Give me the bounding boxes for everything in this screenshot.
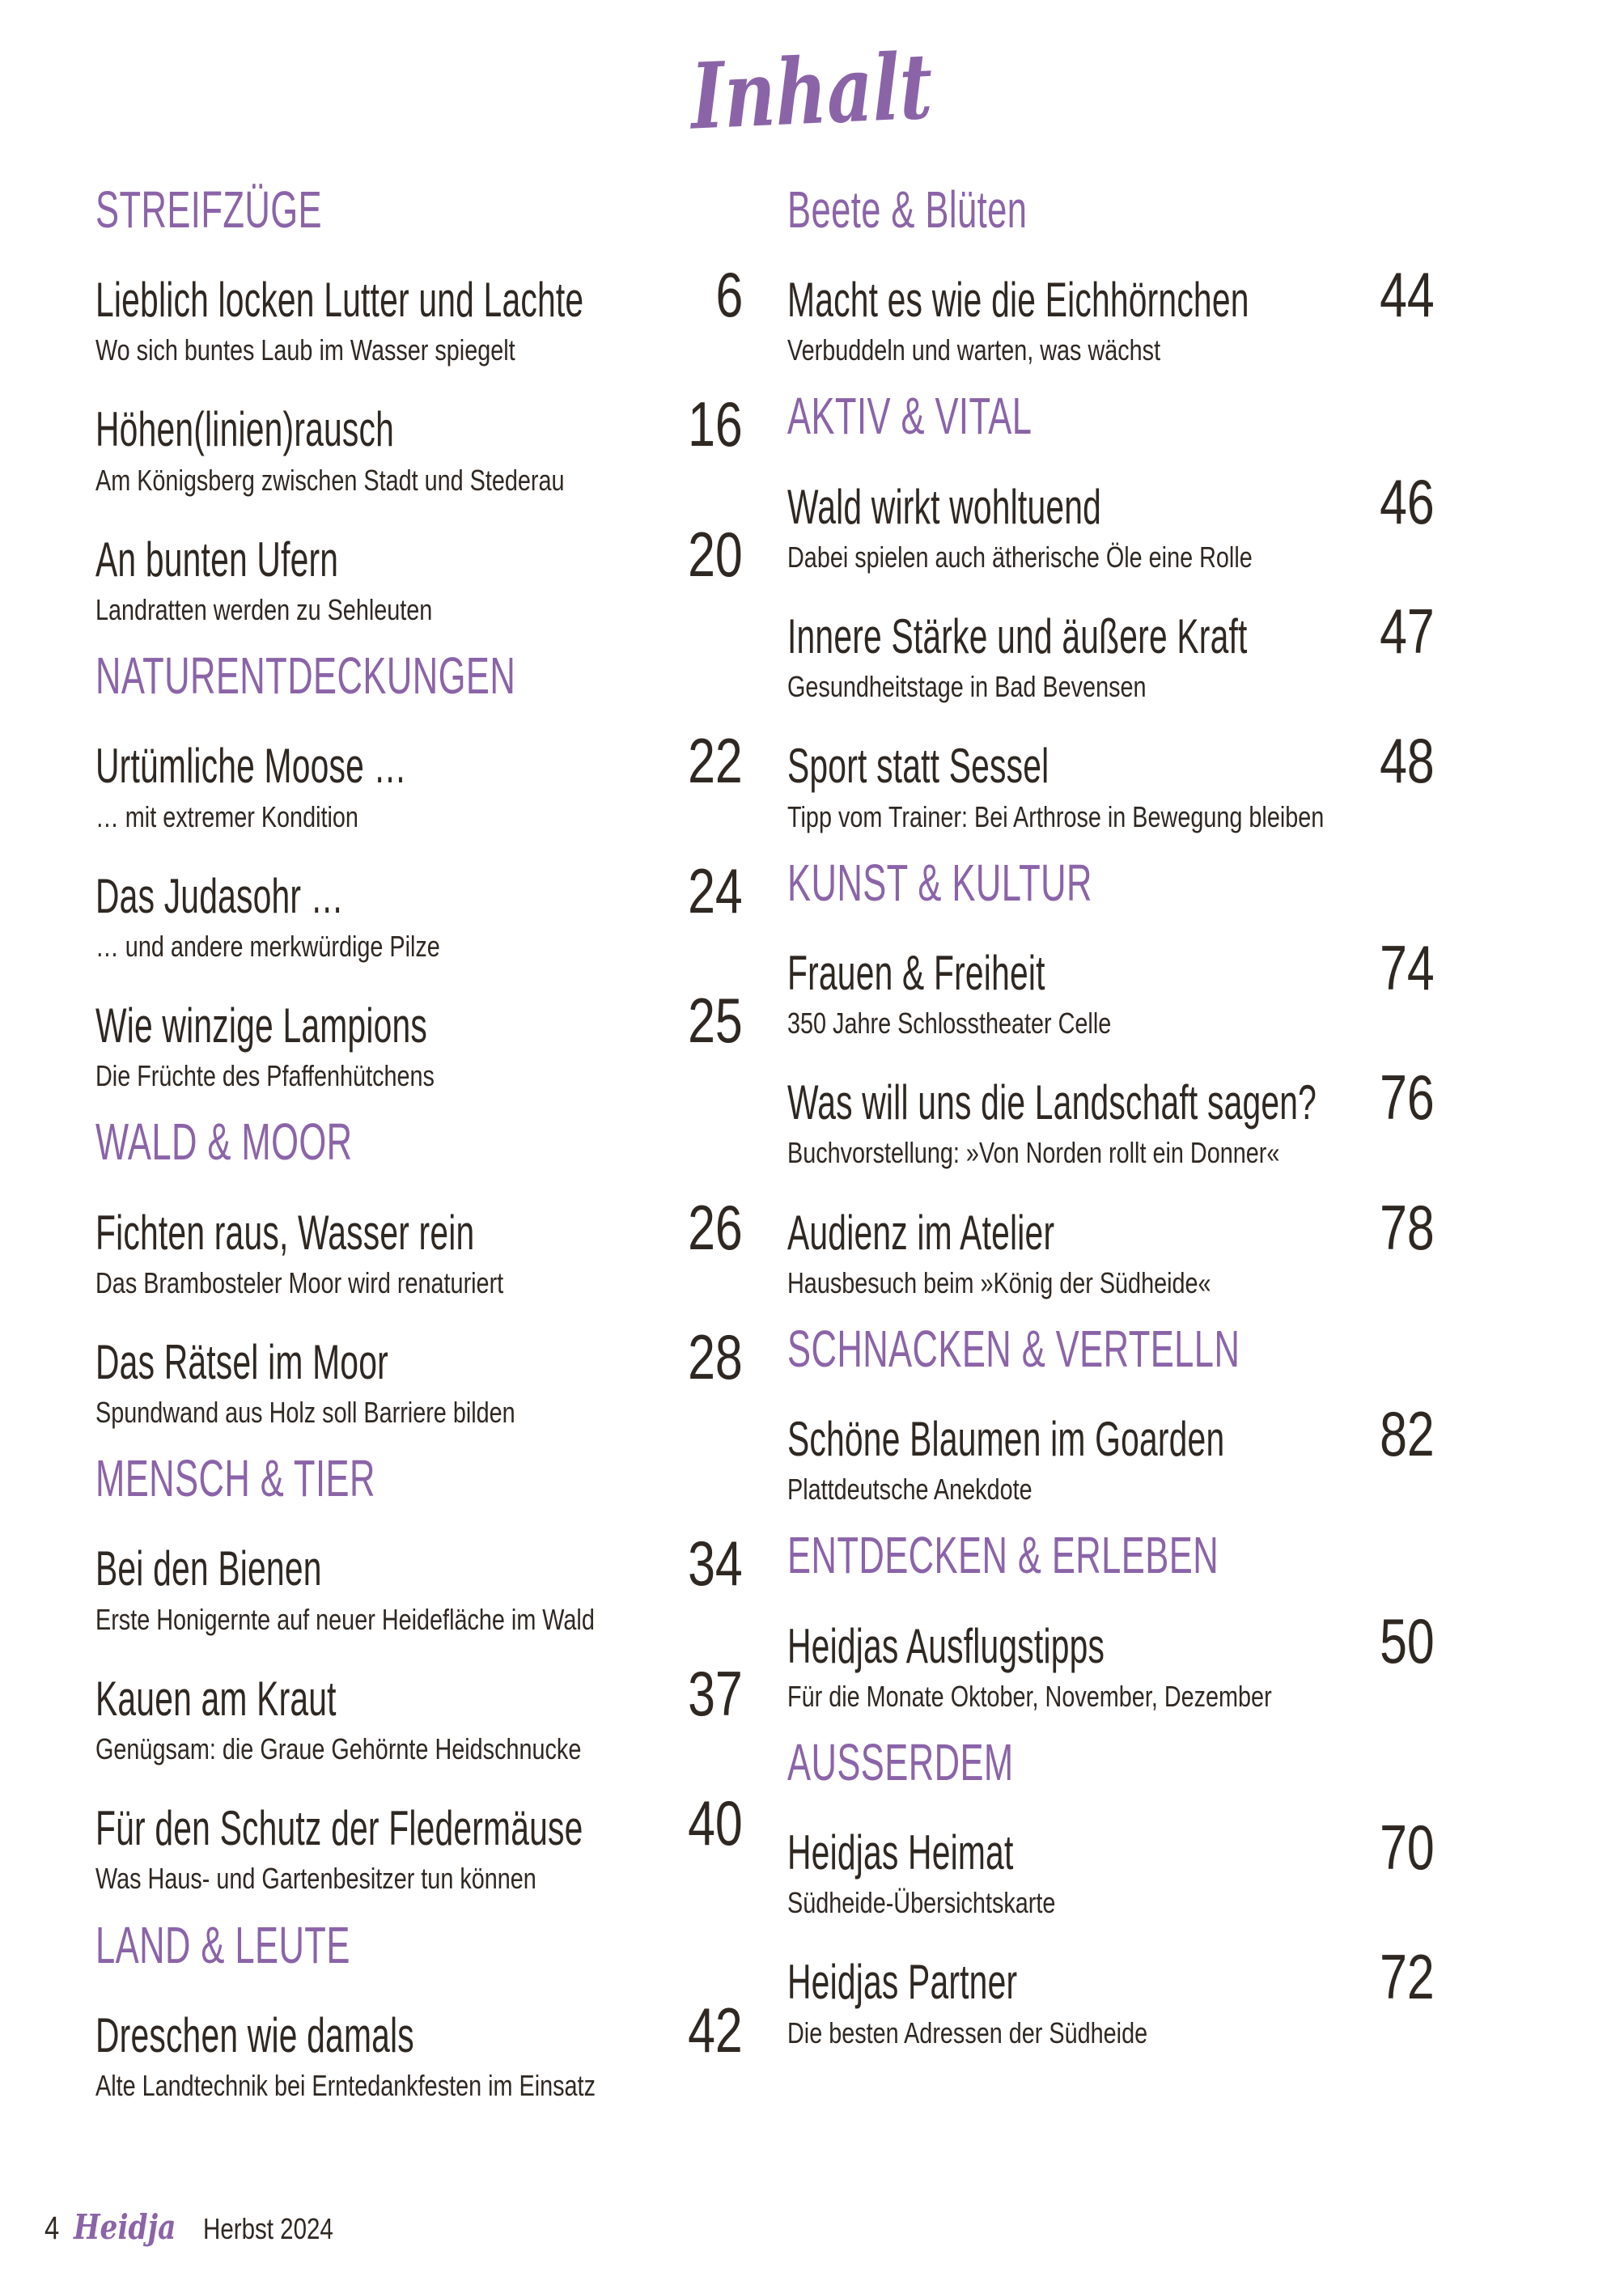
entry-page-number: 44 bbox=[1380, 259, 1435, 331]
entry-subtitle-text: Die Früchte des Pfaffenhütchens bbox=[95, 1059, 435, 1093]
entry-subtitle bbox=[787, 1885, 1338, 1920]
section-heading-text: LAND & LEUTE bbox=[95, 1915, 350, 1974]
section-heading bbox=[787, 182, 1435, 238]
entry-title bbox=[95, 2008, 646, 2062]
section-heading-text: ENTDECKEN & ERLEBEN bbox=[787, 1526, 1219, 1585]
page-footer bbox=[45, 2207, 363, 2247]
toc-entry bbox=[787, 1398, 1435, 1507]
entry-title-text: Bei den Bienen bbox=[95, 1541, 322, 1596]
entry-title bbox=[787, 1075, 1338, 1130]
section-heading-text: AUSSERDEM bbox=[787, 1732, 1014, 1791]
entry-subtitle-text: 350 Jahre Schlosstheater Celle bbox=[787, 1007, 1112, 1041]
entry-page-number: 28 bbox=[688, 1320, 743, 1392]
entry-subtitle bbox=[95, 1058, 646, 1093]
section-heading-text: MENSCH & TIER bbox=[95, 1449, 375, 1508]
entry-title bbox=[787, 1619, 1338, 1673]
toc-section bbox=[787, 1732, 1435, 2050]
entry-subtitle bbox=[787, 669, 1338, 704]
entry-title-text: Sport statt Sessel bbox=[787, 739, 1049, 794]
section-heading bbox=[95, 1114, 743, 1170]
toc-entry bbox=[787, 725, 1435, 833]
toc-section bbox=[787, 855, 1435, 1300]
section-heading-text: KUNST & KULTUR bbox=[787, 853, 1092, 912]
entry-title-text: Frauen & Freiheit bbox=[787, 945, 1045, 1000]
entry-subtitle bbox=[787, 333, 1338, 367]
entry-title bbox=[787, 1412, 1338, 1466]
entry-subtitle bbox=[95, 463, 646, 498]
entry-subtitle bbox=[787, 540, 1338, 574]
entry-subtitle bbox=[95, 1265, 646, 1300]
page-title bbox=[0, 33, 1624, 150]
entry-subtitle bbox=[95, 1395, 646, 1430]
toc-entry bbox=[787, 931, 1435, 1041]
entry-title bbox=[787, 739, 1338, 793]
toc-entry bbox=[787, 1062, 1435, 1170]
toc-entry bbox=[95, 388, 743, 497]
entry-title-text: Dreschen wie damals bbox=[95, 2007, 414, 2062]
entry-subtitle-text: Erste Honigernte auf neuer Heidefläche im Wald bbox=[95, 1602, 595, 1636]
entry-title bbox=[787, 1955, 1338, 2009]
entry-title bbox=[95, 1335, 646, 1389]
entry-subtitle-text: Gesundheitstage in Bad Bevensen bbox=[787, 670, 1147, 704]
entry-title bbox=[95, 1206, 646, 1260]
entry-title-text: Das Rätsel im Moor bbox=[95, 1334, 388, 1389]
footer-issue-label: Herbst 2024 bbox=[203, 2212, 334, 2245]
section-heading bbox=[95, 182, 743, 238]
entry-title-text: Lieblich locken Lutter und Lachte bbox=[95, 273, 584, 328]
toc-section bbox=[95, 182, 743, 627]
entry-title bbox=[787, 273, 1338, 327]
entry-subtitle bbox=[787, 1679, 1338, 1714]
entry-title bbox=[787, 609, 1338, 663]
toc-column-right bbox=[787, 182, 1435, 2103]
entry-subtitle bbox=[787, 1135, 1338, 1170]
entry-title-text: An bunten Ufern bbox=[95, 532, 339, 587]
section-heading-text: SCHNACKEN & VERTELLN bbox=[787, 1319, 1240, 1378]
entry-page-number: 20 bbox=[688, 518, 743, 590]
entry-page-number: 22 bbox=[688, 725, 743, 797]
entry-title-text: Innere Stärke und äußere Kraft bbox=[787, 608, 1248, 663]
entry-subtitle bbox=[95, 1602, 646, 1637]
entry-subtitle bbox=[95, 929, 646, 964]
entry-title bbox=[95, 402, 646, 456]
entry-page-number: 40 bbox=[688, 1787, 743, 1859]
entry-title bbox=[95, 998, 646, 1053]
toc-entry bbox=[787, 1812, 1435, 1920]
toc-section bbox=[787, 388, 1435, 833]
entry-title bbox=[787, 480, 1338, 534]
toc-entry bbox=[95, 1787, 743, 1896]
section-heading bbox=[95, 1451, 743, 1507]
entry-subtitle-text: Wo sich buntes Laub im Wasser spiegelt bbox=[95, 333, 515, 367]
entry-page-number: 37 bbox=[688, 1657, 743, 1729]
entry-title bbox=[95, 273, 646, 327]
toc-section bbox=[787, 1528, 1435, 1713]
entry-subtitle bbox=[787, 1472, 1338, 1507]
entry-title-text: Audienz im Atelier bbox=[787, 1205, 1055, 1260]
entry-subtitle-text: Was Haus- und Gartenbesitzer tun können bbox=[95, 1862, 536, 1896]
entry-subtitle bbox=[95, 799, 646, 834]
entry-title-text: Schöne Blaumen im Goarden bbox=[787, 1412, 1225, 1467]
section-heading-text: WALD & MOOR bbox=[95, 1113, 353, 1172]
entry-page-number: 48 bbox=[1380, 725, 1435, 797]
entry-subtitle-text: Plattdeutsche Anekdote bbox=[787, 1473, 1032, 1507]
toc-section bbox=[95, 1451, 743, 1896]
entry-title bbox=[95, 1672, 646, 1726]
section-heading bbox=[95, 648, 743, 704]
toc-entry bbox=[787, 1604, 1435, 1714]
entry-page-number: 34 bbox=[688, 1528, 743, 1600]
entry-page-number: 70 bbox=[1380, 1812, 1435, 1884]
toc-entry bbox=[787, 1191, 1435, 1300]
entry-title-text: Was will uns die Landschaft sagen? bbox=[787, 1075, 1317, 1130]
entry-title-text: Kauen am Kraut bbox=[95, 1671, 337, 1726]
entry-subtitle bbox=[95, 1861, 646, 1896]
entry-page-number: 6 bbox=[715, 259, 743, 331]
entry-subtitle bbox=[95, 592, 646, 627]
entry-title-text: Heidjas Partner bbox=[787, 1955, 1018, 2010]
toc-entry bbox=[787, 259, 1435, 367]
entry-title bbox=[95, 869, 646, 923]
entry-title-text: Höhen(linien)rausch bbox=[95, 402, 395, 457]
section-heading-text: NATURENTDECKUNGEN bbox=[95, 646, 516, 706]
entry-subtitle bbox=[787, 1006, 1338, 1041]
toc-entry bbox=[95, 854, 743, 964]
entry-title bbox=[787, 1206, 1338, 1260]
toc-columns bbox=[95, 182, 1435, 2103]
entry-page-number: 26 bbox=[688, 1191, 743, 1263]
toc-entry bbox=[95, 1657, 743, 1766]
toc-entry bbox=[95, 1528, 743, 1636]
section-heading bbox=[787, 855, 1435, 911]
entry-subtitle-text: Hausbesuch beim »König der Südheide« bbox=[787, 1265, 1211, 1299]
toc-entry bbox=[787, 465, 1435, 574]
entry-title-text: Urtümliche Moose … bbox=[95, 739, 407, 794]
section-heading bbox=[787, 1321, 1435, 1377]
footer-page-number: 4 bbox=[45, 2210, 60, 2246]
entry-title-text: Das Judasohr … bbox=[95, 868, 344, 923]
toc-entry bbox=[95, 1320, 743, 1430]
entry-subtitle-text: Das Brambosteler Moor wird renaturiert bbox=[95, 1265, 504, 1299]
toc-entry bbox=[95, 985, 743, 1093]
entry-subtitle bbox=[787, 1265, 1338, 1300]
toc-section bbox=[95, 648, 743, 1093]
entry-page-number: 47 bbox=[1380, 595, 1435, 667]
entry-title-text: Heidjas Ausflugstipps bbox=[787, 1618, 1105, 1673]
entry-subtitle-text: Für die Monate Oktober, November, Dezember bbox=[787, 1679, 1272, 1713]
entry-page-number: 50 bbox=[1380, 1604, 1435, 1676]
entry-subtitle-text: Südheide-Übersichtskarte bbox=[787, 1886, 1056, 1920]
page-title-text: Inhalt bbox=[689, 33, 935, 150]
entry-subtitle-text: Die besten Adressen der Südheide bbox=[787, 2015, 1148, 2049]
entry-title bbox=[95, 1541, 646, 1596]
entry-title-text: Wie winzige Lampions bbox=[95, 998, 427, 1053]
entry-subtitle-text: … mit extremer Kondition bbox=[95, 799, 358, 833]
entry-title-text: Für den Schutz der Fledermäuse bbox=[95, 1801, 583, 1856]
entry-title bbox=[787, 1825, 1338, 1880]
entry-subtitle bbox=[95, 333, 646, 367]
toc-entry bbox=[95, 518, 743, 627]
toc-section bbox=[95, 1915, 743, 2103]
entry-subtitle-text: Am Königsberg zwischen Stadt und Stederau bbox=[95, 463, 565, 497]
section-heading bbox=[787, 1732, 1435, 1791]
toc-section bbox=[787, 182, 1435, 367]
entry-page-number: 42 bbox=[688, 1994, 743, 2066]
toc-section bbox=[95, 1114, 743, 1430]
entry-subtitle-text: … und andere merkwürdige Pilze bbox=[95, 929, 440, 963]
section-heading bbox=[95, 1915, 743, 1974]
entry-page-number: 16 bbox=[688, 388, 743, 460]
entry-title bbox=[95, 532, 646, 587]
toc-entry bbox=[787, 595, 1435, 704]
entry-page-number: 78 bbox=[1380, 1191, 1435, 1263]
section-heading-text: STREIFZÜGE bbox=[95, 180, 322, 239]
entry-title-text: Wald wirkt wohltuend bbox=[787, 479, 1102, 534]
entry-title-text: Heidjas Heimat bbox=[787, 1825, 1014, 1880]
entry-title bbox=[95, 1801, 646, 1855]
toc-entry bbox=[95, 1191, 743, 1300]
entry-subtitle-text: Genügsam: die Graue Gehörnte Heidschnucke bbox=[95, 1732, 582, 1765]
toc-entry bbox=[787, 1941, 1435, 2049]
section-heading bbox=[787, 1528, 1435, 1583]
entry-subtitle bbox=[95, 1731, 646, 1766]
entry-subtitle-text: Alte Landtechnik bei Erntedankfesten im Einsatz bbox=[95, 2068, 596, 2102]
entry-subtitle bbox=[787, 799, 1338, 834]
entry-subtitle-text: Verbuddeln und warten, was wächst bbox=[787, 333, 1161, 367]
section-heading bbox=[787, 388, 1435, 444]
entry-subtitle-text: Spundwand aus Holz soll Barriere bilden bbox=[95, 1396, 515, 1430]
entry-page-number: 76 bbox=[1380, 1062, 1435, 1134]
entry-page-number: 72 bbox=[1380, 1941, 1435, 2013]
entry-subtitle-text: Tipp vom Trainer: Bei Arthrose in Bewegung bleiben bbox=[787, 799, 1325, 833]
entry-title bbox=[787, 946, 1338, 1000]
toc-section bbox=[787, 1321, 1435, 1507]
entry-page-number: 25 bbox=[688, 985, 743, 1057]
magazine-logo: Heidja bbox=[74, 2207, 176, 2247]
entry-subtitle-text: Landratten werden zu Sehleuten bbox=[95, 593, 433, 627]
toc-column-left bbox=[95, 182, 743, 2103]
entry-page-number: 46 bbox=[1380, 465, 1435, 537]
entry-page-number: 74 bbox=[1380, 931, 1435, 1003]
entry-subtitle bbox=[95, 2068, 646, 2103]
toc-entry bbox=[95, 725, 743, 833]
toc-entry bbox=[95, 1994, 743, 2103]
section-heading-text: Beete & Blüten bbox=[787, 180, 1028, 239]
entry-title-text: Fichten raus, Wasser rein bbox=[95, 1205, 475, 1260]
entry-page-number: 82 bbox=[1380, 1398, 1435, 1470]
entry-subtitle-text: Buchvorstellung: »Von Norden rollt ein Donner« bbox=[787, 1136, 1280, 1170]
section-heading-text: AKTIV & VITAL bbox=[787, 387, 1032, 446]
toc-entry bbox=[95, 259, 743, 367]
entry-subtitle-text: Dabei spielen auch ätherische Öle eine Rolle bbox=[787, 540, 1253, 574]
entry-subtitle bbox=[787, 2015, 1338, 2050]
entry-title-text: Macht es wie die Eichhörnchen bbox=[787, 273, 1249, 328]
entry-page-number: 24 bbox=[688, 854, 743, 926]
entry-title bbox=[95, 739, 646, 793]
